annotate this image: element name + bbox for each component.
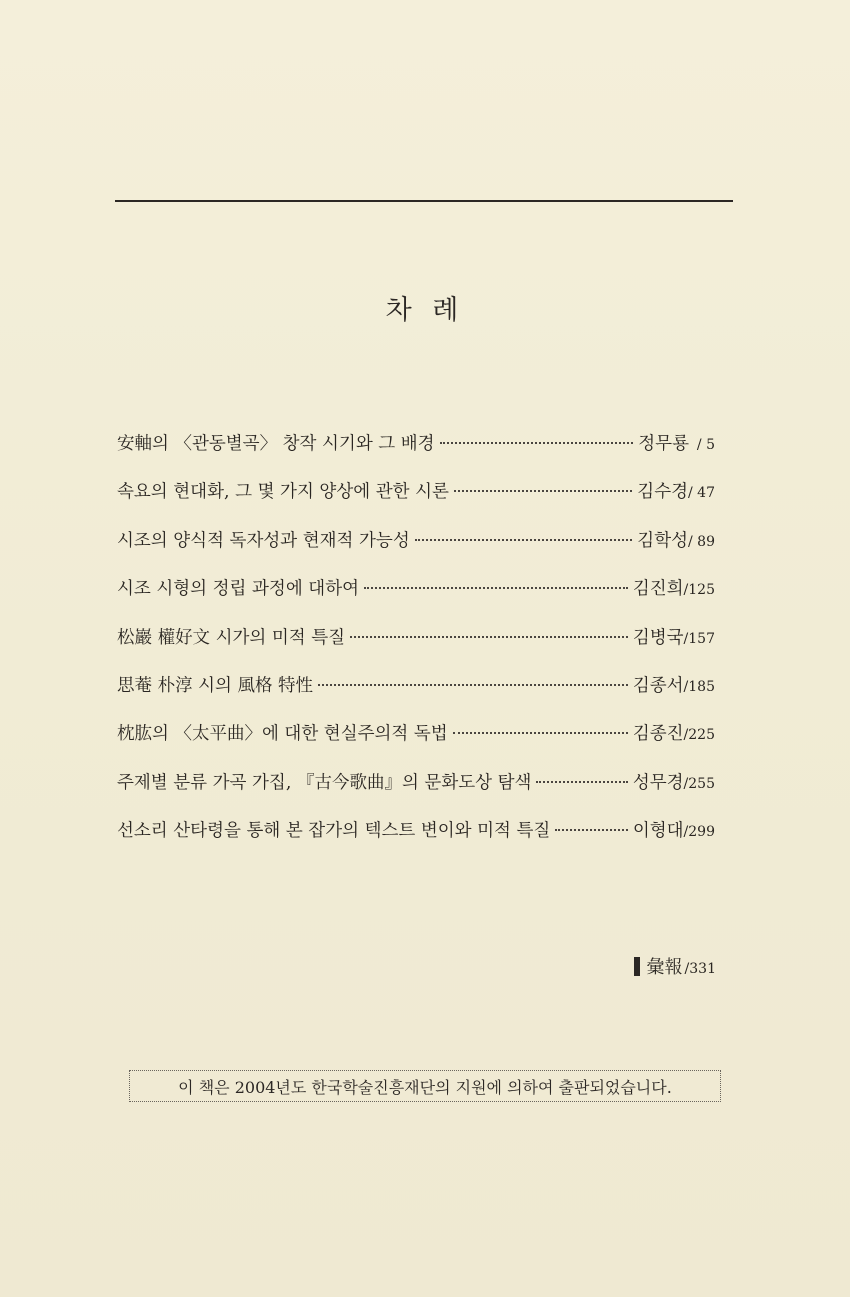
appendix-label: 彙報 (646, 957, 683, 978)
toc-entry[interactable] (117, 575, 715, 623)
toc-entry[interactable] (117, 769, 715, 817)
toc-leader-dots (536, 781, 627, 783)
toc-entry-title: 松巖 權好文 시가의 미적 특질 (117, 627, 346, 648)
toc-entry-title: 枕肱의 〈太平曲〉에 대한 현실주의적 독법 (117, 724, 448, 745)
toc-entry[interactable] (117, 817, 715, 865)
toc-entry[interactable] (117, 430, 715, 478)
toc-entry-page: / 89 (688, 533, 715, 550)
funding-notice-text: 이 책은 2004년도 한국학술진흥재단의 지원에 의하여 출판되었습니다. (178, 1077, 672, 1097)
page-title: 차 례 (385, 295, 465, 326)
toc-entry-title: 思菴 朴淳 시의 風格 特性 (117, 675, 314, 696)
toc-entry-page: /255 (683, 775, 715, 792)
toc-entry-page: / 5 (696, 437, 715, 453)
toc-entry-author: 김종서 (632, 675, 684, 696)
toc-leader-dots (555, 829, 628, 831)
toc-entry-author: 김병국 (632, 627, 684, 648)
table-of-contents (117, 430, 715, 866)
toc-leader-dots (415, 539, 633, 541)
toc-leader-dots (453, 732, 628, 734)
toc-entry-author: 이형대 (632, 821, 684, 842)
toc-leader-dots (454, 490, 632, 492)
toc-entry-title: 속요의 현대화, 그 몇 가지 양상에 관한 시론 (117, 482, 449, 503)
toc-entry[interactable] (117, 672, 715, 720)
toc-entry-title: 시조 시형의 정립 과정에 대하여 (117, 579, 360, 600)
toc-entry-page: /125 (683, 582, 715, 599)
toc-entry[interactable] (117, 527, 715, 575)
toc-entry-author: 김학성 (637, 530, 689, 551)
toc-entry-author: 정무룡 (638, 434, 689, 454)
toc-entry-title: 시조의 양식적 독자성과 현재적 가능성 (117, 530, 410, 551)
toc-entry-title: 安軸의 〈관동별곡〉 창작 시기와 그 배경 (117, 434, 435, 454)
toc-entry-author: 김진희 (632, 579, 684, 600)
toc-entry-page: /225 (683, 727, 715, 744)
toc-entry-author: 김수경 (637, 482, 689, 503)
toc-leader-dots (364, 587, 628, 589)
toc-entry-page: /157 (683, 630, 715, 647)
toc-entry-author: 성무경 (632, 772, 684, 793)
toc-entry[interactable] (117, 720, 715, 768)
bullet-bar-icon (634, 957, 640, 976)
toc-entry[interactable] (117, 624, 715, 672)
toc-entry-title: 선소리 산타령을 통해 본 잡가의 텍스트 변이와 미적 특질 (117, 821, 551, 842)
appendix-page: /331 (684, 961, 716, 977)
toc-leader-dots (350, 636, 628, 638)
toc-leader-dots (440, 442, 634, 444)
toc-entry[interactable] (117, 478, 715, 526)
funding-notice (129, 1070, 721, 1102)
header-rule (115, 200, 733, 202)
toc-entry-page: / 47 (688, 485, 715, 502)
toc-entry-title: 주제별 분류 가곡 가집, 『古今歌曲』의 문화도상 탐색 (117, 772, 532, 793)
toc-entry-page: /299 (683, 824, 715, 841)
toc-leader-dots (318, 684, 628, 686)
toc-entry-author: 김종진 (632, 724, 684, 745)
appendix-entry[interactable] (634, 953, 716, 979)
toc-entry-page: /185 (683, 678, 715, 695)
